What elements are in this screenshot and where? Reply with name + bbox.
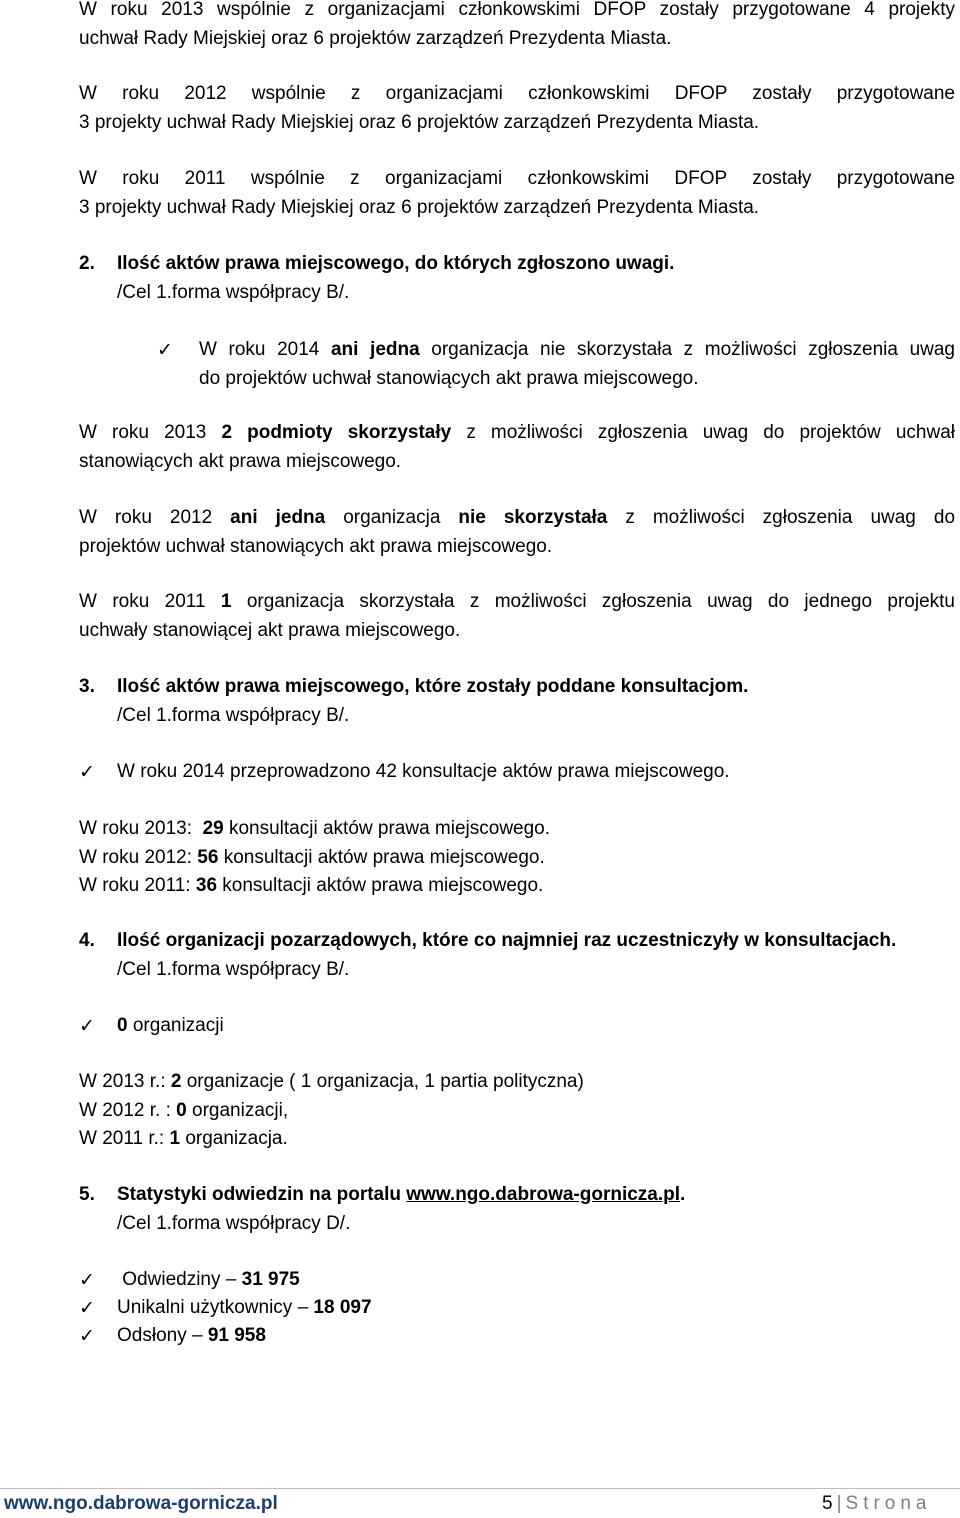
text: organizacja: [325, 507, 459, 528]
checkmark-icon: ✓: [157, 339, 173, 361]
section-2-heading: [117, 250, 955, 307]
text: z możliwości zgłoszenia uwag do: [607, 507, 956, 528]
checkmark-icon: ✓: [79, 1325, 95, 1347]
paragraph-line: [79, 504, 955, 533]
section-3-check-item: W roku 2014 przeprowadzono 42 konsultacje aktów prawa miejscowego.: [117, 761, 730, 782]
separator: |: [836, 1493, 842, 1514]
consultations-by-year: [79, 815, 955, 901]
checkmark-icon: ✓: [79, 1297, 95, 1319]
section-title: [117, 1181, 955, 1210]
stat-visits: [117, 1266, 300, 1295]
section-goal: /Cel 1.forma współpracy B/.: [117, 281, 350, 303]
bold-text: 56: [197, 846, 219, 868]
text: W 2013 r.:: [79, 1071, 171, 1092]
text: W roku 2012: [79, 507, 231, 528]
stat-value: 31 975: [241, 1269, 300, 1290]
section-number: 3.: [79, 676, 95, 697]
bold-text: 0: [176, 1099, 187, 1121]
page-number: 5: [822, 1493, 833, 1514]
text: z możliwości zgłoszenia uwag do projektów uchwał: [451, 422, 956, 443]
section-number: 5.: [79, 1184, 95, 1205]
section-5-heading: [117, 1181, 955, 1238]
text: W roku 2012:: [79, 846, 198, 868]
text: W roku 2013:: [79, 818, 203, 839]
paragraph-line: projektów uchwał stanowiących akt prawa miejscowego.: [79, 535, 553, 557]
text: konsultacji aktów prawa miejscowego.: [218, 846, 545, 868]
paragraph-line: uchwał Rady Miejskiej oraz 6 projektów zarządzeń Prezydenta Miasta.: [79, 27, 672, 49]
stat-unique-users: [117, 1294, 372, 1323]
footer-page-indicator: [822, 1490, 932, 1518]
footer-url[interactable]: www.ngo.dabrowa-gornicza.pl: [4, 1493, 278, 1514]
paragraph-2013-comments: [79, 419, 955, 476]
bold-text: ani jedna: [230, 507, 326, 528]
text: konsultacji aktów prawa miejscowego.: [217, 875, 544, 896]
bold-text: ani jedna: [330, 339, 420, 360]
paragraph-2012-comments: [79, 504, 955, 561]
bold-text: 1: [220, 591, 232, 612]
stat-value: 91 958: [207, 1325, 266, 1346]
paragraph-2013-projects: [79, 0, 955, 53]
bold-text: nie skorzystała: [458, 507, 608, 528]
paragraph-line: W roku 2013 wspólnie z organizacjami członkowskimi DFOP zostały przygotowane 4 projekty: [79, 0, 955, 20]
stat-label: Unikalni użytkownicy –: [117, 1297, 314, 1318]
paragraph-2011-projects: [79, 165, 955, 222]
stat-value: 18 097: [313, 1297, 372, 1318]
section-2-check-item: [199, 336, 955, 393]
section-goal: /Cel 1.forma współpracy D/.: [117, 1212, 351, 1234]
bold-text: 2 podmioty skorzystały: [221, 422, 452, 443]
text: W roku 2011: [79, 591, 221, 612]
year-row: [79, 844, 955, 873]
paragraph-line: 3 projekty uchwał Rady Miejskiej oraz 6 projektów zarządzeń Prezydenta Miasta.: [79, 111, 760, 133]
checkmark-icon: ✓: [79, 761, 95, 783]
bold-text: 36: [195, 875, 218, 896]
text: organizacja.: [180, 1128, 288, 1149]
text: Statystyki odwiedzin na portalu: [117, 1184, 407, 1205]
text: .: [680, 1184, 686, 1205]
checkmark-icon: ✓: [79, 1015, 95, 1037]
stat-label: Odsłony –: [117, 1325, 208, 1346]
paragraph-line: 3 projekty uchwał Rady Miejskiej oraz 6 projektów zarządzeń Prezydenta Miasta.: [79, 196, 760, 218]
section-number: 2.: [79, 253, 95, 274]
text: W roku 2013: [79, 422, 222, 443]
bold-text: 2: [170, 1071, 182, 1092]
footer-divider: [0, 1488, 960, 1489]
year-row: [79, 1097, 955, 1126]
section-4-check-item: [117, 1012, 224, 1041]
paragraph-line: [79, 588, 955, 617]
text: organizacja nie skorzystała z możliwości zgłoszenia uwag: [419, 339, 955, 360]
text: organizacji,: [186, 1099, 289, 1121]
paragraph-line: uchwały stanowiącej akt prawa miejscowego.: [79, 619, 461, 641]
text: organizacji: [127, 1015, 224, 1036]
stat-label: Odwiedziny –: [117, 1269, 242, 1290]
section-4-heading: [117, 927, 955, 984]
item-line: do projektów uchwał stanowiących akt prawa miejscowego.: [199, 367, 699, 389]
paragraph-line: W roku 2011 wspólnie z organizacjami członkowskimi DFOP zostały przygotowane: [79, 168, 955, 189]
section-title: Ilość aktów prawa miejscowego, które zostały poddane konsultacjom.: [117, 676, 749, 697]
organizations-by-year: [79, 1068, 955, 1154]
year-row: [79, 1068, 955, 1097]
checkmark-icon: ✓: [79, 1269, 95, 1291]
section-title: Ilość aktów prawa miejscowego, do których zgłoszono uwagi.: [117, 253, 675, 274]
item-line: [199, 336, 955, 365]
year-row: [79, 1125, 955, 1154]
paragraph-2012-projects: [79, 80, 955, 137]
section-3-heading: [117, 673, 955, 730]
text: konsultacji aktów prawa miejscowego.: [223, 818, 551, 839]
text: W roku 2011:: [79, 875, 196, 896]
section-number: 4.: [79, 930, 95, 951]
paragraph-2011-comments: [79, 588, 955, 645]
page-label: Strona: [845, 1493, 932, 1514]
year-row: [79, 815, 955, 844]
bold-text: 1: [169, 1128, 181, 1149]
bold-text: 0: [117, 1015, 128, 1036]
year-row: [79, 872, 955, 901]
section-title: Ilość organizacji pozarządowych, które co najmniej raz uczestniczyły w konsultacjach.: [117, 930, 897, 951]
text: W 2011 r.:: [79, 1128, 170, 1149]
text: W roku 2014: [199, 339, 331, 360]
paragraph-line: stanowiących akt prawa miejscowego.: [79, 450, 402, 472]
stat-page-views: [117, 1322, 266, 1351]
text: organizacje ( 1 organizacja, 1 partia polityczna): [181, 1071, 584, 1092]
paragraph-line: [79, 419, 955, 448]
text: organizacja skorzystała z możliwości zgłoszenia uwag do jednego projektu: [231, 591, 956, 612]
text: W 2012 r. :: [79, 1099, 177, 1121]
portal-link[interactable]: www.ngo.dabrowa-gornicza.pl: [406, 1184, 681, 1205]
section-goal: /Cel 1.forma współpracy B/.: [117, 704, 350, 726]
paragraph-line: W roku 2012 wspólnie z organizacjami członkowskimi DFOP zostały przygotowane: [79, 83, 955, 104]
bold-text: 29: [202, 818, 224, 839]
section-goal: /Cel 1.forma współpracy B/.: [117, 958, 350, 980]
